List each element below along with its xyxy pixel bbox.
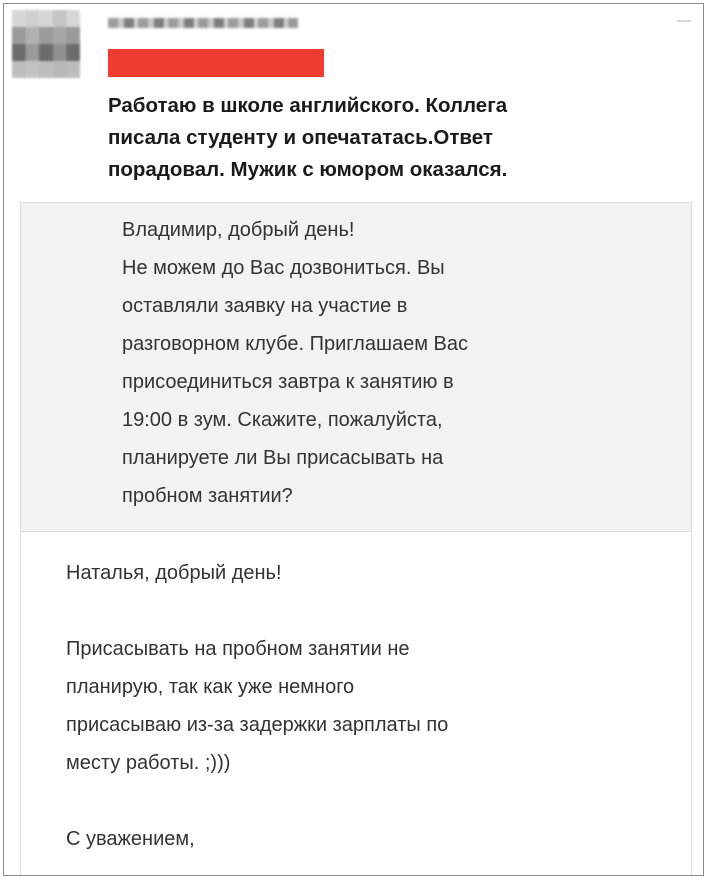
- reply-message-text: [66, 554, 448, 858]
- quoted-message: [20, 202, 692, 532]
- post-card: [3, 3, 704, 876]
- reply-line: планирую, так как уже немного: [66, 676, 355, 698]
- reply-line: месту работы. ;))): [66, 752, 231, 774]
- paragraph-gap: [66, 592, 448, 630]
- message-line: присоединиться завтра к занятию в: [122, 371, 454, 393]
- paragraph-gap: [66, 782, 448, 820]
- more-options-icon[interactable]: [677, 20, 691, 22]
- reply-message: [20, 532, 692, 876]
- avatar[interactable]: [12, 10, 80, 78]
- caption-line: писала студенту и опечататась.Ответ: [108, 126, 493, 149]
- message-line: 19:00 в зум. Скажите, пожалуйста,: [122, 409, 443, 431]
- message-line: Владимир, добрый день!: [122, 219, 355, 241]
- caption-line: порадовал. Мужик с юмором оказался.: [108, 158, 508, 181]
- message-line: Не можем до Вас дозвониться. Вы: [122, 257, 445, 279]
- message-line: пробном занятии?: [122, 485, 293, 507]
- post-caption: [108, 90, 678, 186]
- quoted-message-text: [122, 211, 468, 515]
- redaction-bar: [108, 49, 324, 77]
- reply-greeting: Наталья, добрый день!: [66, 562, 282, 584]
- author-name-blurred[interactable]: [108, 18, 298, 28]
- reply-line: Присасывать на пробном занятии не: [66, 638, 410, 660]
- reply-line: присасываю из-за задержки зарплаты по: [66, 714, 449, 736]
- reply-signoff: С уважением,: [66, 828, 195, 850]
- caption-line: Работаю в школе английского. Коллега: [108, 94, 508, 117]
- message-line: разговорном клубе. Приглашаем Вас: [122, 333, 469, 355]
- message-line: планируете ли Вы присасывать на: [122, 447, 444, 469]
- message-line: оставляли заявку на участие в: [122, 295, 408, 317]
